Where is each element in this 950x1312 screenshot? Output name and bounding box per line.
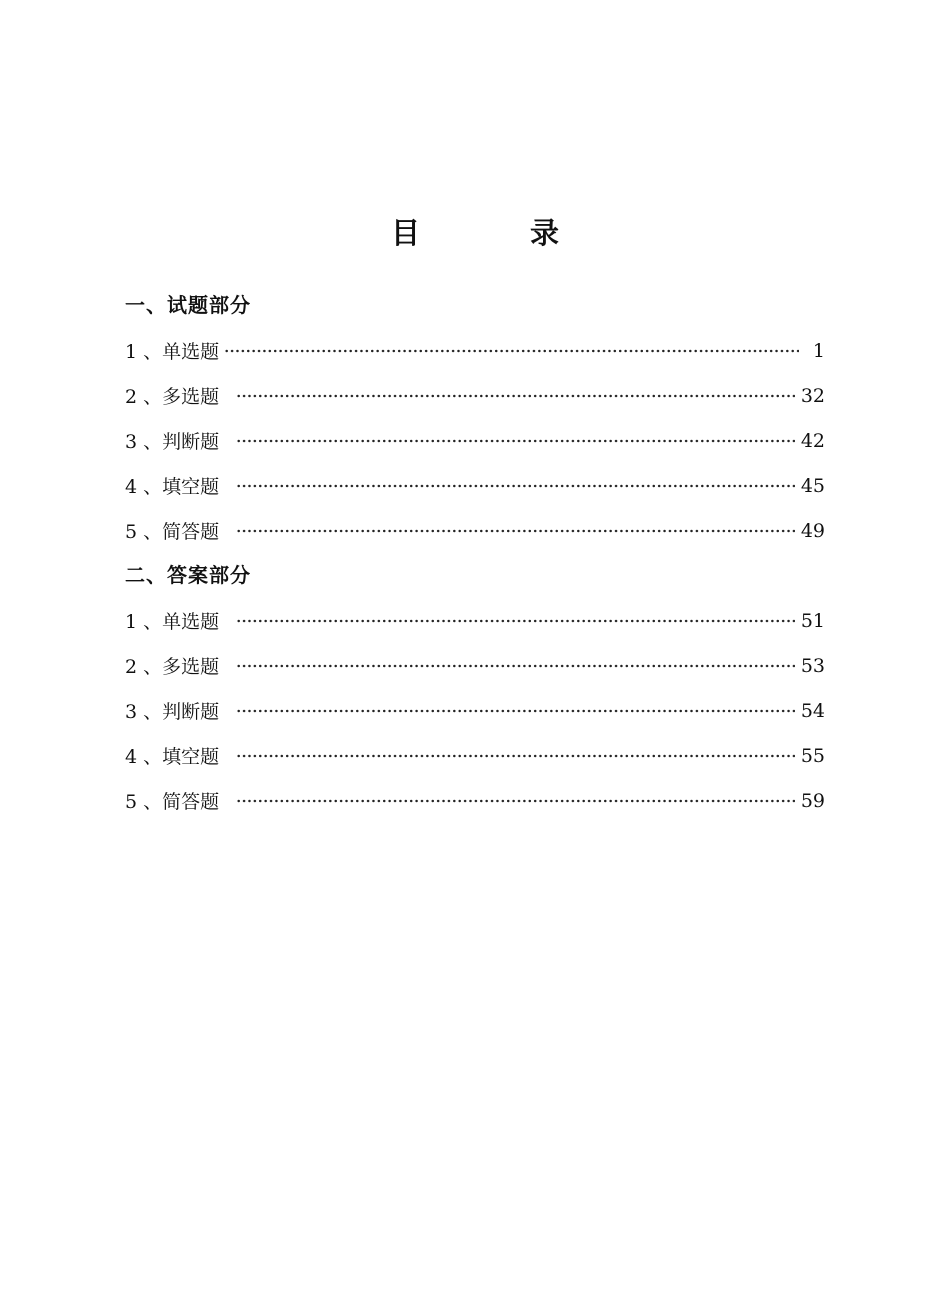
toc-entry-questions-fill-in-blank[interactable] <box>125 463 825 508</box>
toc-entry-page-number: 53 <box>800 654 825 677</box>
toc-title: 目 录 <box>390 216 610 250</box>
dot-leader <box>236 520 795 542</box>
toc-entry-label: 4 、填空题 <box>125 476 220 498</box>
toc-entry-answers-true-false[interactable] <box>125 688 825 733</box>
toc-entry-questions-single-choice[interactable] <box>125 328 825 373</box>
toc-entry-page-number: 45 <box>800 474 825 497</box>
section-heading-questions: 一、试题部分 <box>125 293 251 317</box>
toc-entry-answers-short-answer[interactable] <box>125 778 825 823</box>
toc-entry-page-number: 49 <box>800 519 825 542</box>
toc-entry-page-number: 42 <box>800 429 825 452</box>
toc-entry-label: 2 、多选题 <box>125 656 220 678</box>
toc-entry-questions-multiple-choice[interactable] <box>125 373 825 418</box>
dot-leader <box>236 655 795 677</box>
toc-entry-questions-short-answer[interactable] <box>125 508 825 553</box>
section-heading-answers: 二、答案部分 <box>125 563 251 587</box>
toc-entry-answers-multiple-choice[interactable] <box>125 643 825 688</box>
toc-entry-page-number: 54 <box>800 699 825 722</box>
dot-leader <box>236 430 795 452</box>
toc-entry-label: 2 、多选题 <box>125 386 220 408</box>
toc-entry-page-number: 59 <box>800 789 825 812</box>
toc-entry-page-number: 51 <box>800 609 825 632</box>
dot-leader <box>236 790 795 812</box>
toc-entry-label: 1 、单选题 <box>125 611 220 633</box>
dot-leader <box>224 340 799 362</box>
toc-entry-label: 3 、判断题 <box>125 431 220 453</box>
table-of-contents <box>125 283 825 823</box>
toc-entry-label: 5 、简答题 <box>125 791 220 813</box>
dot-leader <box>236 610 795 632</box>
dot-leader <box>236 475 795 497</box>
toc-entry-page-number: 55 <box>800 744 825 767</box>
toc-entry-page-number: 32 <box>800 384 825 407</box>
toc-entry-answers-fill-in-blank[interactable] <box>125 733 825 778</box>
toc-entry-page-number: 1 <box>812 339 825 362</box>
toc-entry-label: 5 、简答题 <box>125 521 220 543</box>
toc-entry-answers-single-choice[interactable] <box>125 598 825 643</box>
toc-entry-label: 1 、单选题 <box>125 341 220 363</box>
dot-leader <box>236 700 795 722</box>
dot-leader <box>236 745 795 767</box>
toc-entry-label: 4 、填空题 <box>125 746 220 768</box>
toc-entry-questions-true-false[interactable] <box>125 418 825 463</box>
dot-leader <box>236 385 795 407</box>
toc-entry-label: 3 、判断题 <box>125 701 220 723</box>
